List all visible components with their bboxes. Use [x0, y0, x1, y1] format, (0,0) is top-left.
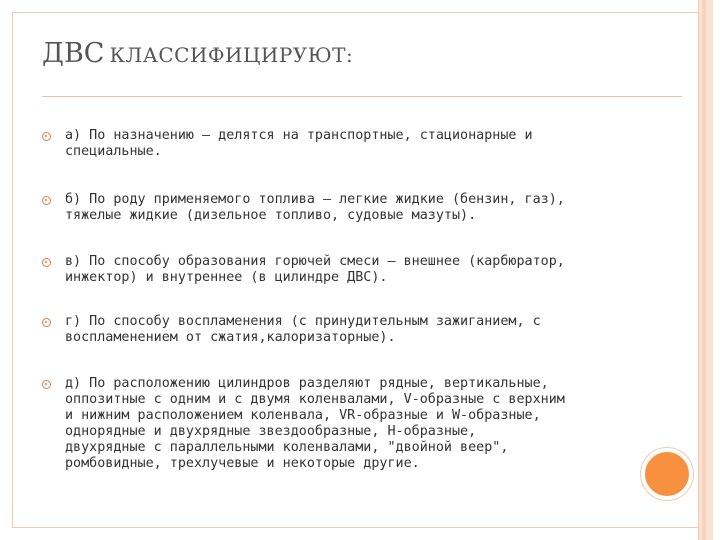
list-item-text: д) По расположению цилиндров разделяют рядные, вертикальные, оппозитные с одним и с двумя коленвалами, V-образные с верхним и нижним расположением коленвала, VR-образные и W-образные, однорядные и двухрядные звездообразные, H-образные, двухрядные с параллельными коленвалами, "двойной веер", ромбовидные, трехлучевые и некоторые другие.	[65, 376, 565, 471]
list-item	[42, 254, 625, 286]
list-item	[42, 376, 625, 472]
list-item-text: г) По способу воспламенения (с принудительным зажиганием, с воспламенением от сжатия,калоризаторные).	[65, 314, 541, 345]
bullet-icon	[42, 196, 51, 205]
title-rest: КЛАССИФИЦИРУЮТ:	[109, 43, 354, 67]
list-item	[42, 192, 625, 224]
bullet-icon	[42, 380, 51, 389]
bullet-icon	[42, 132, 51, 141]
list-item-text: в) По способу образования горючей смеси — внешнее (карбюратор, инжектор) и внутреннее (в цилиндре ДВС).	[65, 254, 565, 285]
list-item	[42, 128, 625, 160]
title-divider	[42, 96, 682, 97]
bullet-icon	[42, 318, 51, 327]
decorative-circle-icon	[641, 448, 693, 500]
list-item-text: а) По назначению — делятся на транспортные, стационарные и специальные.	[65, 128, 533, 159]
bullet-icon	[42, 258, 51, 267]
slide-title	[42, 38, 353, 69]
list-item	[42, 314, 625, 346]
decorative-side-stripe	[702, 0, 706, 540]
title-main: ДВС	[42, 38, 105, 69]
list-item-text: б) По роду применяемого топлива — легкие жидкие (бензин, газ), тяжелые жидкие (дизельное топливо, судовые мазуты).	[65, 192, 565, 223]
